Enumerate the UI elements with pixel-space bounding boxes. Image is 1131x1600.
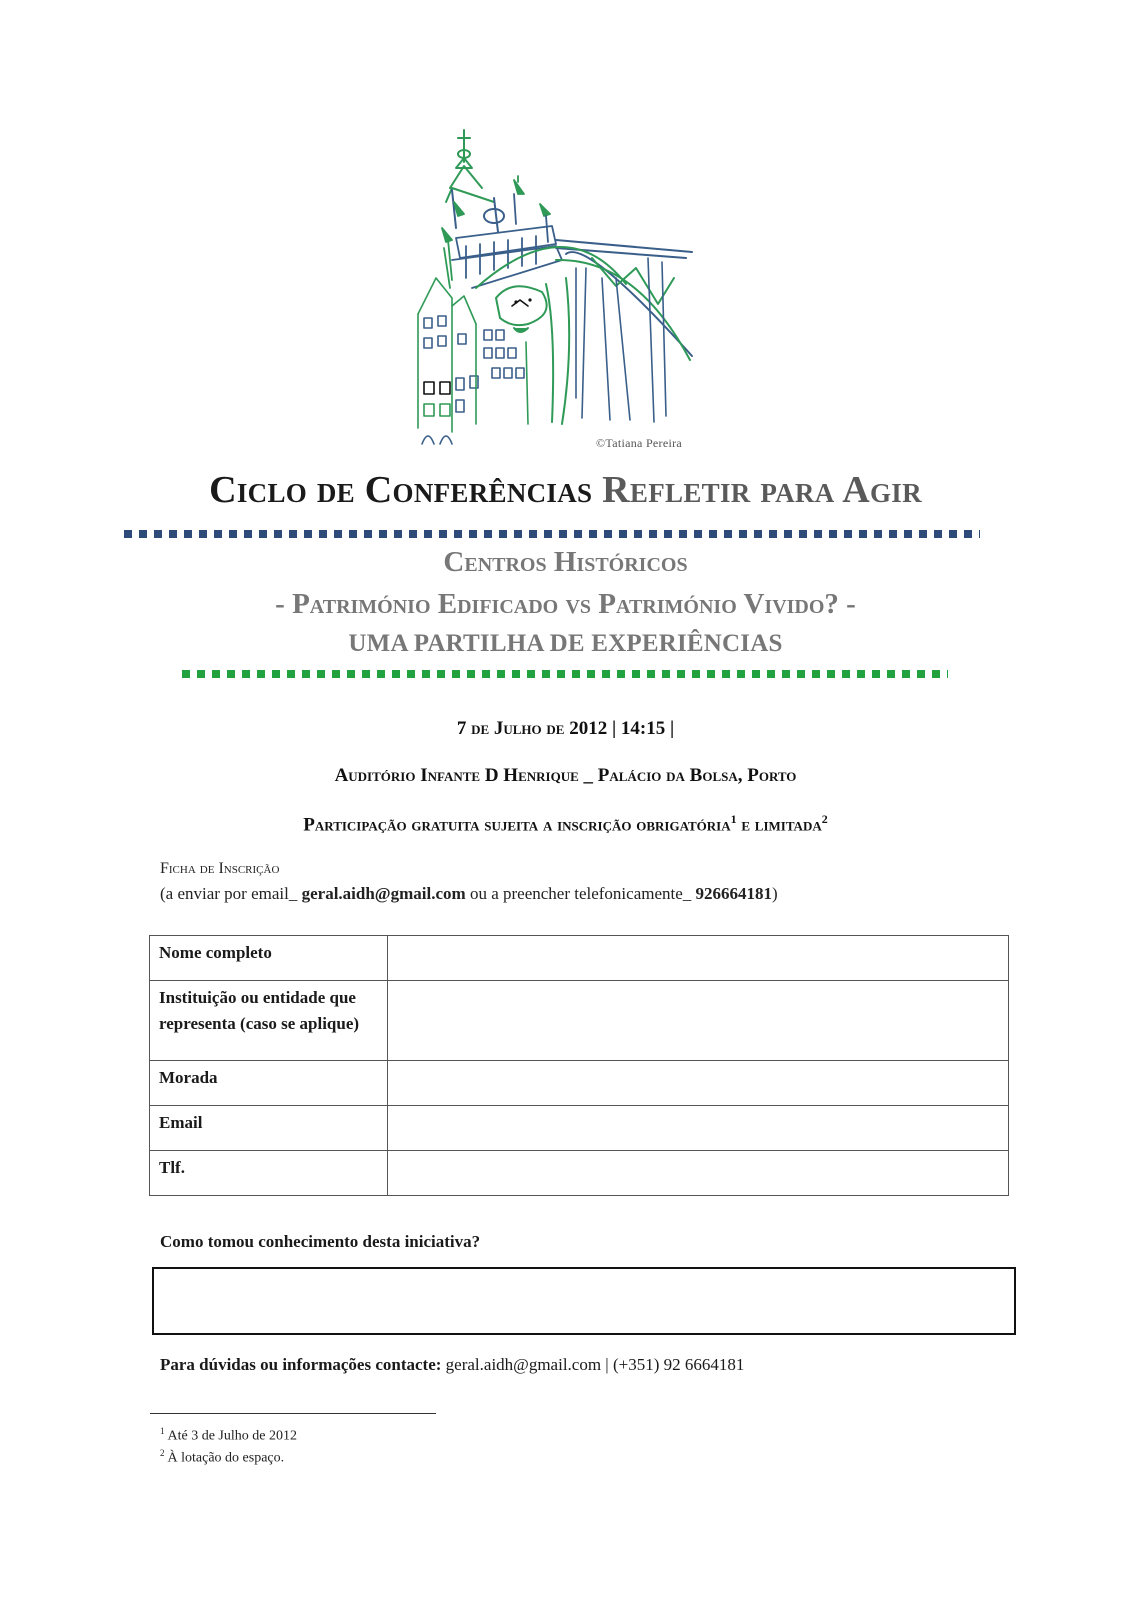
- green-dotted-divider: [182, 670, 948, 678]
- subtitle-line-1: Centros Históricos: [443, 546, 688, 578]
- field-label-email: Email: [150, 1106, 388, 1151]
- subtitle-line-2: - Património Edificado vs Património Vivido? -: [275, 588, 856, 620]
- registration-form-table: [149, 935, 1009, 1196]
- footnote-ref-1: 1: [730, 812, 737, 826]
- instructions-suffix: ): [772, 884, 778, 903]
- face-sketch: [496, 286, 547, 332]
- table-row: [150, 1151, 1009, 1196]
- contact-details: geral.aidh@gmail.com | (+351) 92 6664181: [441, 1355, 745, 1374]
- footnote-mark-2: 2: [160, 1448, 165, 1458]
- instructions-email[interactable]: geral.aidh@gmail.com: [301, 884, 466, 903]
- footnote-text-1: Até 3 de Julho de 2012: [167, 1428, 297, 1444]
- form-instructions: [160, 884, 778, 904]
- footnote-2: [160, 1448, 284, 1467]
- field-label-name: Nome completo: [150, 936, 388, 981]
- houses-sketch: [418, 278, 528, 444]
- table-row: [150, 981, 1009, 1061]
- footnote-ref-2: 2: [821, 812, 828, 826]
- field-input-institution[interactable]: [388, 981, 1009, 1061]
- page-title: [0, 468, 1131, 512]
- contact-line: [160, 1355, 744, 1375]
- table-row: [150, 1061, 1009, 1106]
- footnote-mark-1: 1: [160, 1426, 165, 1436]
- participation-text: Participação gratuita sujeita a inscrição obrigatória: [303, 814, 731, 836]
- instructions-middle: ou a preencher telefonicamente_: [465, 884, 696, 903]
- field-label-phone: Tlf.: [150, 1151, 388, 1196]
- participation-limited: e limitada: [736, 814, 822, 836]
- field-label-address: Morada: [150, 1061, 388, 1106]
- table-row: [150, 936, 1009, 981]
- church-spire: [446, 130, 504, 232]
- question-label: Como tomou conhecimento desta iniciativa?: [160, 1232, 481, 1251]
- field-input-email[interactable]: [388, 1106, 1009, 1151]
- blue-dotted-divider: [124, 530, 980, 538]
- event-participation: [0, 812, 1131, 836]
- event-venue: Auditório Infante D Henrique _ Palácio da Bolsa, Porto: [334, 765, 797, 786]
- field-input-address[interactable]: [388, 1061, 1009, 1106]
- subtitle-line-3: UMA PARTILHA DE EXPERIÊNCIAS: [348, 630, 783, 657]
- question-answer-box[interactable]: [152, 1267, 1016, 1335]
- instructions-prefix: (a enviar por email_: [160, 884, 302, 903]
- footnote-divider: [150, 1413, 436, 1414]
- field-input-name[interactable]: [388, 936, 1009, 981]
- field-input-phone[interactable]: [388, 1151, 1009, 1196]
- footnote-text-2: À lotação do espaço.: [167, 1450, 285, 1466]
- field-label-institution: Instituição ou entidade que representa (caso se aplique): [150, 981, 388, 1061]
- church-body: [444, 226, 562, 288]
- church-bridge-illustration: [416, 128, 698, 446]
- logo-credit: ©Tatiana Pereira: [596, 436, 683, 450]
- table-row: [150, 1106, 1009, 1151]
- title-part-2: Refletir para Agir: [602, 469, 922, 511]
- title-part-1: Ciclo de Conferências: [209, 469, 593, 511]
- footnote-1: [160, 1426, 297, 1445]
- contact-label: Para dúvidas ou informações contacte:: [160, 1355, 442, 1374]
- form-heading: Ficha de Inscrição: [160, 860, 280, 877]
- event-date-time: 7 de Julho de 2012 | 14:15 |: [456, 718, 675, 739]
- instructions-phone: 926664181: [695, 884, 773, 903]
